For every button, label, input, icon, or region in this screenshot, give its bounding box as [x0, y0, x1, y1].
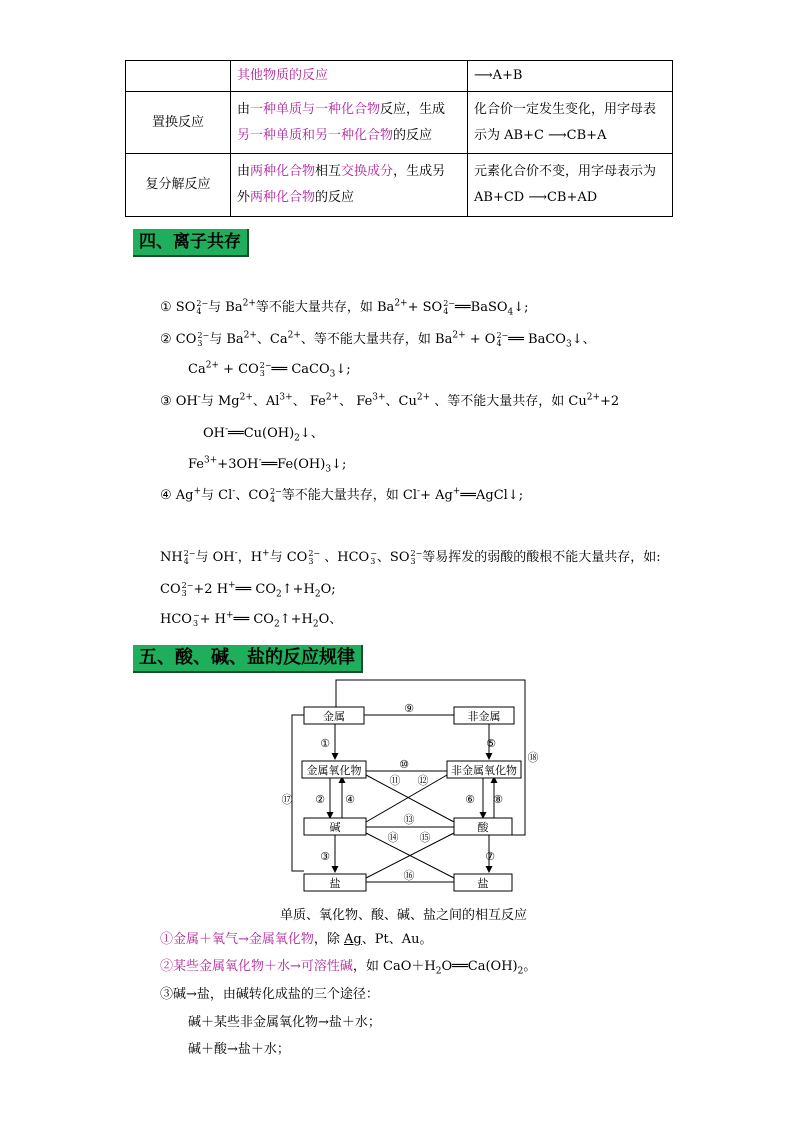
svg-text:⑭: ⑭ — [387, 831, 399, 844]
svg-text:⑤: ⑤ — [486, 737, 496, 750]
svg-text:⑪: ⑪ — [389, 774, 401, 787]
diagram-caption: 单质、氧化物、酸、碱、盐之间的相互反应 — [280, 908, 528, 923]
svg-text:④: ④ — [345, 793, 355, 806]
section-heading-ion-coexistence: 四、离子共存 — [133, 229, 249, 257]
table-cell-note: 元素化合价不变，用字母表示为 AB+CD ⟶CB+AD — [468, 154, 673, 217]
table-row — [126, 154, 673, 217]
svg-text:⑰: ⑰ — [281, 793, 293, 806]
ion-rule-5-eq-1: CO 2− 3 +2 H+══ $CO_2↑+H_2O$; — [160, 580, 336, 600]
table-cell-type: 复分解反应 — [126, 154, 231, 217]
svg-text:酸: 酸 — [477, 821, 489, 834]
svg-text:非金属: 非金属 — [467, 710, 501, 723]
table-cell-note: ⟶A+B — [468, 61, 673, 92]
rule-3-path-1: 碱＋某些非金属氧化物→盐＋水； — [188, 1015, 381, 1030]
svg-text:⑩: ⑩ — [399, 758, 409, 771]
svg-text:⑱: ⑱ — [527, 751, 539, 764]
svg-text:⑮: ⑮ — [419, 831, 431, 844]
table-cell-definition: 由两种化合物相互交换成分，生成另 外两种化合物的反应 — [231, 154, 468, 217]
ion-rule-5-eq-2: HCO − 3 + H+══ $CO_2↑+H_2O$、 — [160, 610, 343, 630]
svg-text:③: ③ — [320, 850, 330, 863]
svg-text:⑦: ⑦ — [485, 850, 495, 863]
svg-text:非金属氧化物: 非金属氧化物 — [451, 764, 517, 777]
rule-1: ①金属＋氧气→金属氧化物，除 Ag、Pt、Au。 — [160, 932, 433, 947]
ion-rule-3-cont-1: $OH^-══Cu(OH)_2↓$、 — [203, 424, 324, 444]
svg-text:⑧: ⑧ — [493, 793, 503, 806]
table-cell-definition: 其他物质的反应 — [231, 61, 468, 92]
svg-text:⑫: ⑫ — [417, 774, 429, 787]
ion-rule-1: ① SO 2− 4 与 $Ba^{2+}$等不能大量共存，如 $Ba^{2+}+$ SO 2− 4 ══BaSO$_4$↓; — [160, 298, 529, 318]
svg-text:②: ② — [315, 793, 325, 806]
svg-text:金属氧化物: 金属氧化物 — [306, 764, 362, 777]
table-row — [126, 92, 673, 154]
ion-rule-2: ② CO 2− 3 与 $Ba^{2+}$、$Ca^{2+}$、等不能大量共存，如 $Ba^{2+} + O$ 2− 4 ══ BaCO$_3$↓、 — [160, 330, 596, 350]
rule-3: ③碱→盐，由碱转化成盐的三个途径： — [160, 987, 379, 1002]
svg-text:⑬: ⑬ — [403, 813, 415, 826]
section-heading-reaction-rules: 五、酸、碱、盐的反应规律 — [133, 645, 363, 673]
ion-rule-3: ③ OH-与 $Mg^{2+}$、$Al^{3+}$、 $Fe^{2+}$、 $Fe^{3+}$、$Cu^{2+}$ 、等不能大量共存，如 $Cu^{2+}+2$ — [160, 392, 620, 409]
rule-3-path-2: 碱＋酸→盐＋水； — [188, 1042, 290, 1057]
ion-rule-2-cont: $Ca^{2+}$ + CO 2− 3 ══ CaCO$_3$↓; — [188, 360, 351, 380]
svg-text:⑨: ⑨ — [404, 702, 414, 715]
table-row — [126, 61, 673, 92]
svg-text:盐: 盐 — [329, 877, 341, 890]
reaction-relationship-diagram — [280, 675, 550, 900]
svg-text:①: ① — [320, 737, 330, 750]
ion-rule-5: NH 2− 4 与 OH-，H+与 CO 2− 3 、HCO − 3 、SO 2− 3 等易挥发的弱酸的酸根不能大量共存，如: — [160, 548, 661, 566]
svg-text:盐: 盐 — [477, 877, 489, 890]
table-cell-definition: 由一种单质与一种化合物反应，生成 另一种单质和另一种化合物的反应 — [231, 92, 468, 154]
ion-rule-4: ④ Ag+与 Cl-、CO 2− 4 等不能大量共存，如 Cl-+ Ag+══AgCl↓; — [160, 486, 524, 504]
reaction-type-table — [125, 60, 673, 217]
svg-text:⑥: ⑥ — [465, 793, 475, 806]
table-cell-note: 化合价一定发生变化，用字母表 示为 AB+C ⟶CB+A — [468, 92, 673, 154]
table-cell-type — [126, 61, 231, 92]
ion-rule-3-cont-2: $Fe^{3+}+3OH^-══Fe(OH)_3↓$; — [188, 455, 347, 475]
table-cell-type: 置换反应 — [126, 92, 231, 154]
svg-text:碱: 碱 — [329, 821, 341, 834]
rule-2: ②某些金属氧化物＋水→可溶性碱，如 $CaO+H_2O══Ca(OH)_2$。 — [160, 959, 537, 977]
svg-text:⑯: ⑯ — [403, 869, 415, 882]
svg-text:金属: 金属 — [323, 710, 345, 723]
